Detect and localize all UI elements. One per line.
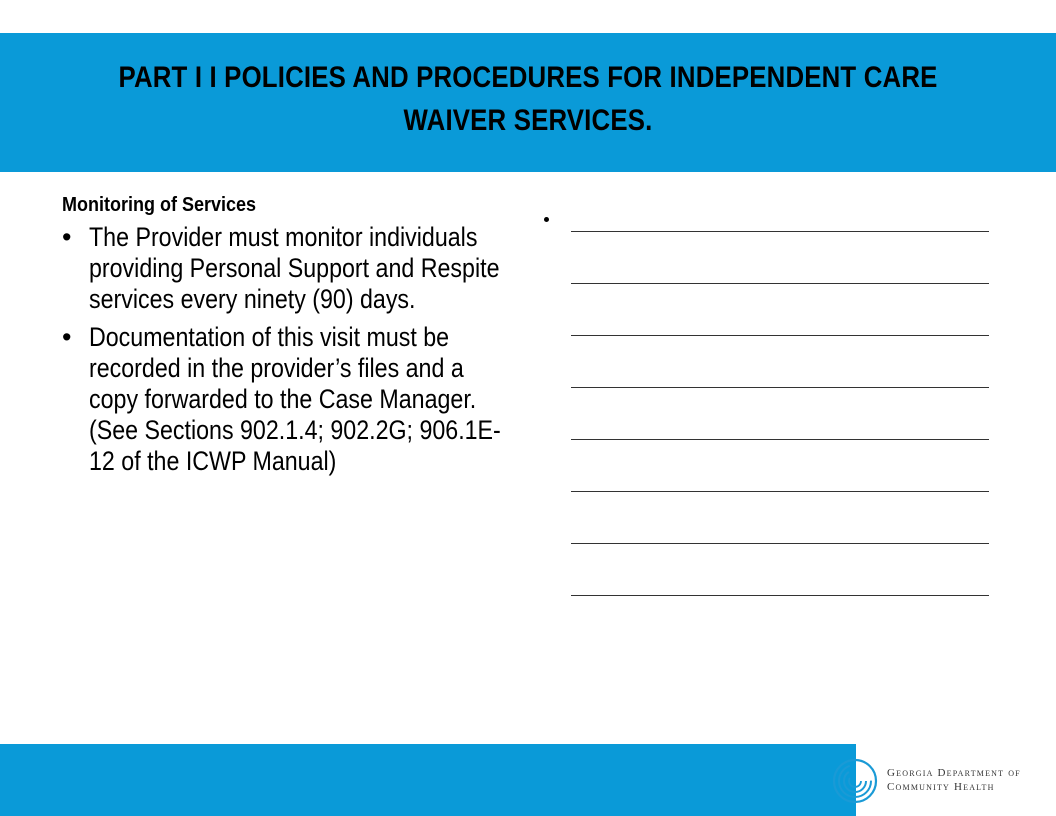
blank-line xyxy=(571,439,989,440)
content-column xyxy=(62,190,532,484)
bullet-list xyxy=(62,222,532,477)
list-item xyxy=(62,322,532,477)
footer-band xyxy=(0,744,856,816)
logo-mark-icon xyxy=(832,758,878,804)
section-subheading: Monitoring of Services xyxy=(62,194,257,216)
organization-logo xyxy=(832,756,1022,806)
bullet-icon xyxy=(544,217,549,222)
logo-text xyxy=(887,766,1021,794)
page-title: PART I I POLICIES AND PROCEDURES FOR INDEPENDENT CARE WAIVER SERVICES. xyxy=(118,61,938,137)
logo-line-2: Community Health xyxy=(887,781,995,793)
bullet-icon: • xyxy=(62,322,72,352)
blank-line xyxy=(571,283,989,284)
list-item xyxy=(62,222,532,315)
blank-line xyxy=(571,231,989,232)
blank-line xyxy=(571,387,989,388)
logo-line-1: Georgia Department of xyxy=(887,767,1021,779)
bullet-icon: • xyxy=(62,222,72,252)
bullet-text: The Provider must monitor individuals providing Personal Support and Respite services every ninety (90) days. xyxy=(89,222,500,314)
bullet-text: Documentation of this visit must be recorded in the provider’s files and a copy forwarded to the Case Manager. (See Sections 902.1.4; 902.2G; 906.1E-12 of the ICWP Manual) xyxy=(89,322,501,476)
blank-line xyxy=(571,491,989,492)
blank-line xyxy=(571,543,989,544)
blank-line xyxy=(571,335,989,336)
blank-line xyxy=(571,595,989,596)
